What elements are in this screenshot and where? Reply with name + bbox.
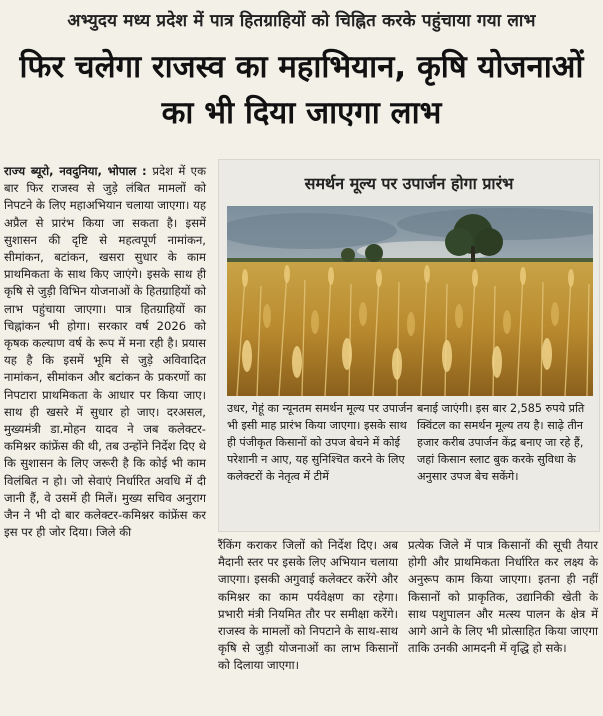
left-body-text: प्रदेश में एक बार फिर राजस्व से जुड़े लंबित मामलों को निपटने के लिए महाअभियान चलाया जाएगा। यह अप्रैल से प्रारंभ किया जा सकता है। इसमें सुशासन की दृष्टि से महत्वपूर्ण नामांकन, सीमांकन, बटांकन, खसरा सुधार के काम प्राथमिकता के साथ किए जाएंगे। इसके साथ ही कृषि से जुड़ी विभिन योजनाओं के हितग्राहियों को लाभ पहुंचाया जाएगा। पात्र हितग्राहियों का चिह्नांकन भी होगा। सरकार वर्ष 2026 को कृषक कल्याण वर्ष के रूप में मना रही है। प्रयास यह है कि इसमें भूमि से जुड़े अविवादित नामांकन, सीमांकन और बटांकन के प्रकरणों का निपटारा प्राथमिकता के आधार पर किया जाए। साथ ही खसरे में सुधार हो जाए। दरअसल, मुख्यमंत्री डा.मोहन यादव ने जब कलेक्टर-कमिश्नर कांफ्रेंस की थी, तब उन्होंने निर्देश दिए थे कि सुशासन के लिए जरूरी है कि कोई भी काम विलंबित न हो। जो सेवाएं निर्धारित अवधि में दी जानी हैं, वे उसमें ही मिलें। मुख्य सचिव अनुराग जैन ने भी दो बार कलेक्टर-कमिश्नर कांफ्रेंस कर इस पर ही जोर दिया। जिले की [4,164,206,540]
article-column-left [4,163,206,541]
wheat-field-photo [227,206,593,396]
article-column-right: प्रत्येक जिले में पात्र किसानों की सूची तैयार होगी और प्राथमिकता निर्धारित कर लक्ष्य के अनुरूप काम किया जाएगा। इतना ही नहीं किसानों को प्राकृतिक, उद्यानिकी खेती के साथ पशुपालन और मत्स्य पालन के क्षेत्र में आगे आने के लिए भी प्रोत्साहित किया जाएगा ताकि उनकी आमदनी में वृद्धि हो सके। [408,538,598,656]
kicker-line: अभ्युदय मध्य प्रदेश में पात्र हितग्राहियों को चिह्नित करके पहुंचाया गया लाभ [67,11,536,31]
article-column-middle: रैंकिंग कराकर जिलों को निर्देश दिए। अब मैदानी स्तर पर इसके लिए अभियान चलाया जाएगा। इसकी अगुवाई कलेक्टर करेंगे और कमिश्नर का काम पर्यवेक्षण का रहेगा। प्रभारी मंत्री नियमित तौर पर समीक्षा करेंगे। राजस्व के मामलों को निपटाने के साथ-साथ कृषि से जुड़ी योजनाओं का लाभ किसानों को दिलाया जाएगा। [218,538,398,673]
byline: राज्य ब्यूरो, नवदुनिया, भोपाल : [4,164,153,178]
box-caption-right: बनाई जाएंगी। इस बार 2,585 रुपये प्रति क्विंटल का समर्थन मूल्य तय है। साढ़े तीन हजार करीब उपार्जन केंद्र बनाए जा रहे हैं, जहां किसान स्लाट बुक करके सुविधा के अनुसार उपज बेच सकेंगे। [417,402,585,483]
wheat-field-illustration [227,206,593,396]
box-title: समर्थन मूल्य पर उपार्जन होगा प्रारंभ [304,174,514,193]
info-box [218,159,600,532]
headline: फिर चलेगा राजस्व का महाभियान, कृषि योजनाओं का भी दिया जाएगा लाभ [19,49,584,131]
box-caption-left: उधर, गेहूं का न्यूनतम समर्थन मूल्य पर उपार्जन भी इसी माह प्रारंभ किया जाएगा। इसके साथ ही पंजीकृत किसानों को उपज बेचने में कोई परेशानी न आए, यह सुनिश्चित करने के लिए कलेक्टरों के नेतृत्व में टीमें [227,402,413,483]
